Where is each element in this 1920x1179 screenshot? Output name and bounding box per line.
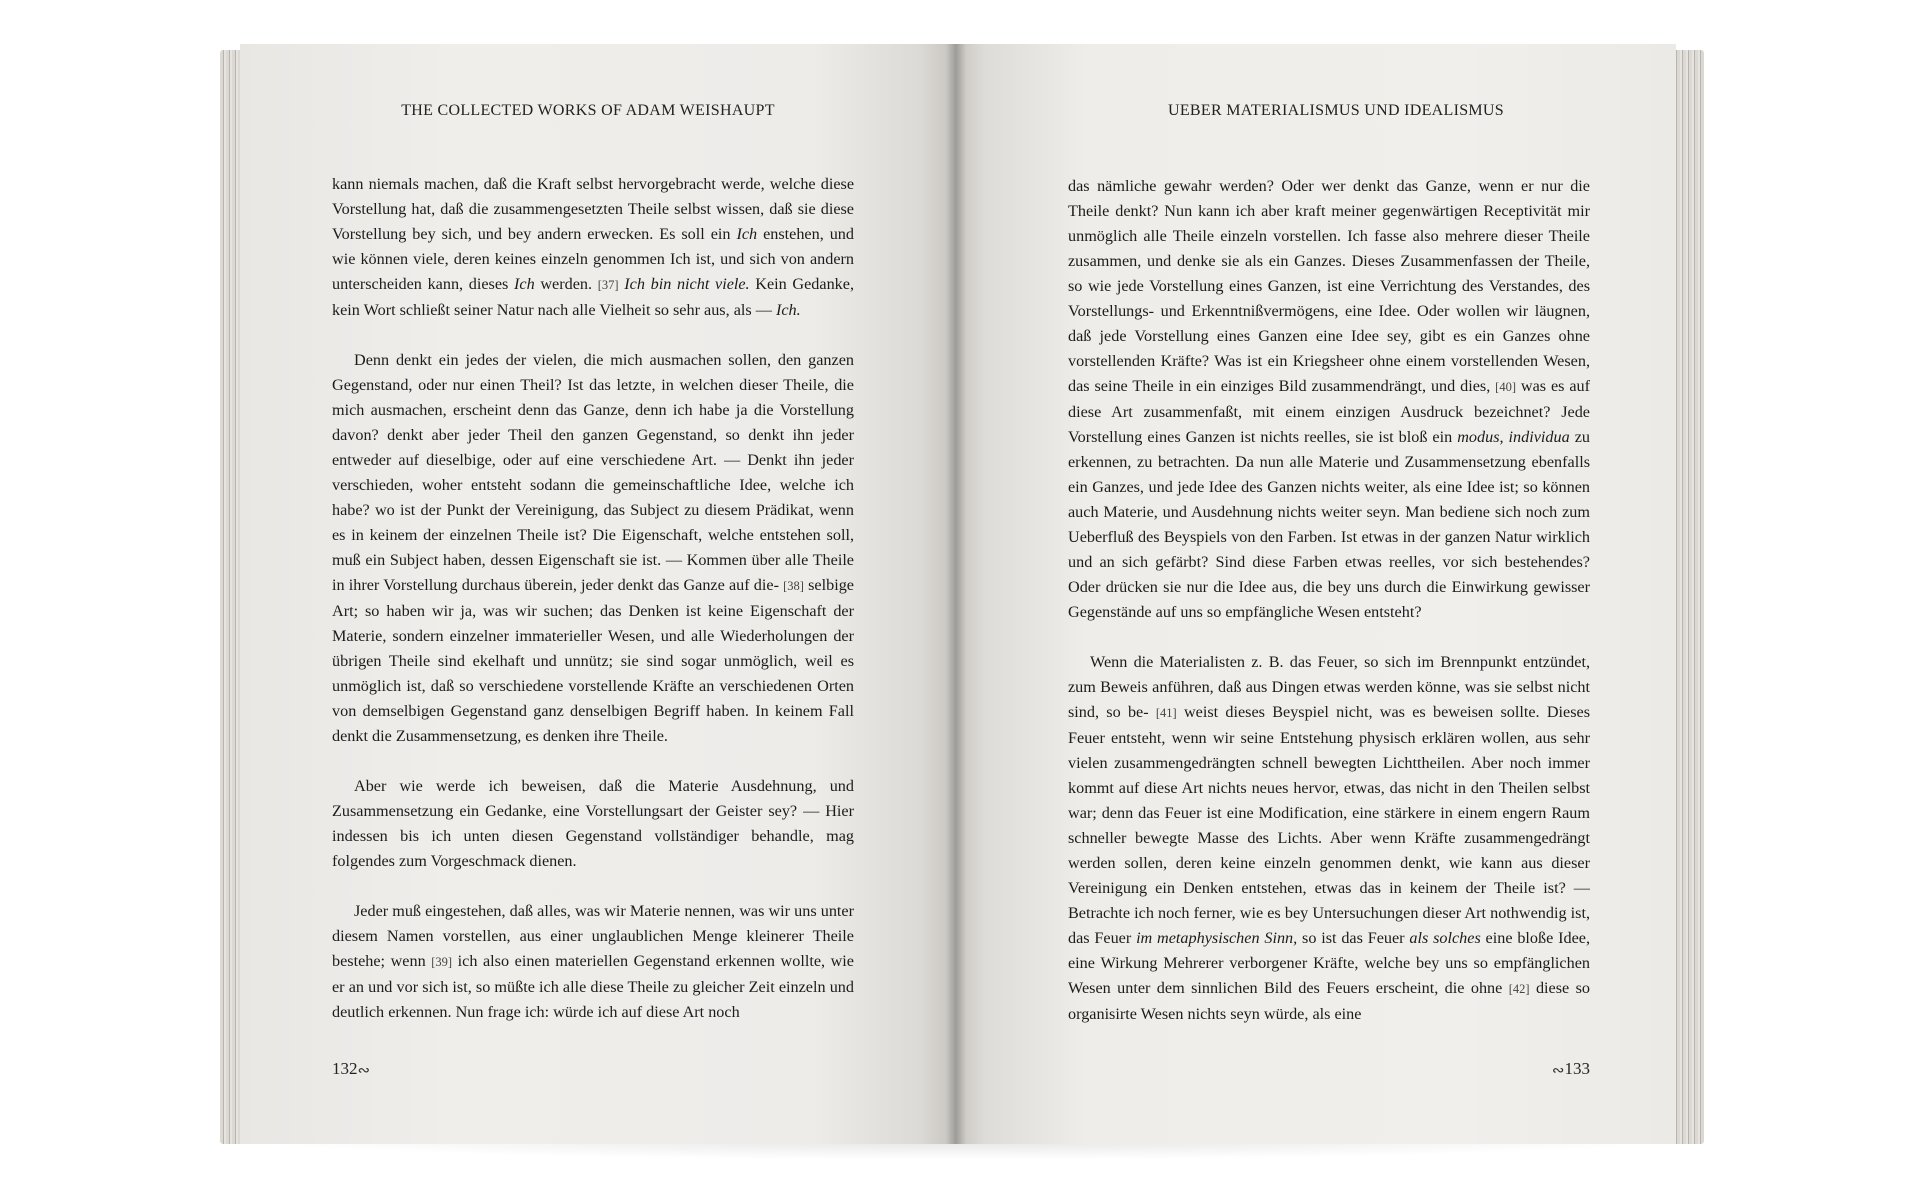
left-page	[240, 44, 956, 1144]
text-run: Wenn die Materialisten z. B. das Feuer, so sich im Brennpunkt entzündet, zum Beweis anführen, daß aus Dingen etwas werden könne, was sie selbst nicht sind, so be-	[1068, 653, 1590, 721]
page-marker: [41]	[1155, 706, 1177, 720]
text-run: zu erkennen, zu betrachten. Da nun alle Materie und Zusammensetzung ebenfalls ein Ganzes, und jede Idee des Ganzen nichts weiter, als eine Idee ist; so können auch Materie, und Ausdehnung nichts weiter seyn. Man bediene sich noch zum Ueberfluß des Beyspiels von den Farben. Ist etwas in der ganzen Natur wirklich und an sich gefärbt? Sind diese Farben etwas reelles, vor sich bestehendes? Oder drücken sie nur die Idee aus, die bey uns durch die Einwirkung gewisser Gegenstände auf uns so empfängliche Wesen entsteht?	[1068, 428, 1590, 621]
paragraph	[332, 348, 854, 749]
paragraph	[332, 899, 854, 1025]
text-run: enstehen, und wie können viele, deren keines einzeln genommen Ich ist, und sich von andern unterscheiden kann, dieses	[332, 225, 854, 293]
page-number: 133	[1564, 1059, 1590, 1078]
text-run: werden.	[534, 275, 598, 293]
paragraph	[332, 774, 854, 874]
text-run: selbige Art; so haben wir ja, was wir suchen; das Denken ist keine Eigenschaft der Materie, sondern einzelner immaterieller Wesen, und alle Wiederholungen der übrigen Theile sind ekelhaft und unnütz; sie sind sogar unmöglich, weil es unmöglich ist, daß so verschiedene vorstellende Kräfte an verschiedenen Orten von demselbigen Gegenstand ganz denselbigen Begriff haben. In keinem Fall denkt die Zusammensetzung, es denken ihre Theile.	[332, 576, 854, 745]
text-run: eine bloße Idee, eine Wirkung Mehrerer verborgener Kräfte, welche bey uns so empfänglichen Wesen unter dem sinnlichen Bild des Feuers erscheint, die ohne	[1068, 929, 1591, 997]
page-marker: [40]	[1495, 380, 1516, 394]
left-folio	[332, 1059, 370, 1080]
emphasis: Ich bin nicht viele.	[624, 275, 750, 293]
paragraph	[1068, 174, 1590, 625]
right-page	[956, 44, 1676, 1144]
right-folio	[1552, 1059, 1590, 1080]
text-run: kann niemals machen, daß die Kraft selbst hervorgebracht werde, welche diese Vorstellung hat, daß die zusammengesetzten Theile selbst wissen, daß sie diese Vorstellung bey sich, und bey andern erwecken. Es soll ein	[332, 175, 854, 243]
emphasis: als solches	[1409, 929, 1481, 947]
text-run: Aber wie werde ich beweisen, daß die Materie Ausdehnung, und Zusammensetzung ein Gedanke, eine Vorstellungsart der Geister sey? — Hier indessen bis ich unten diesen Gegenstand vollständiger behandle, mag folgendes zum Vorgeschmack dienen.	[332, 777, 854, 870]
text-run: Jeder muß eingestehen, daß alles, was wir Materie nennen, was wir uns unter diesem Namen vorstellen, aus einer unglaublichen Menge kleinerer Theile bestehe; wenn	[332, 902, 854, 970]
ornament-icon: ∾	[1551, 1062, 1565, 1079]
text-run: Kein Gedanke, kein Wort schließt seiner Natur nach alle Vielheit so sehr aus, als —	[332, 275, 855, 319]
right-running-head: UEBER MATERIALISMUS UND IDEALISMUS	[1168, 102, 1504, 119]
emphasis: modus, individua	[1457, 428, 1570, 446]
emphasis: Ich	[736, 225, 758, 243]
emphasis: Ich.	[775, 301, 801, 319]
paragraph	[332, 172, 854, 323]
text-run: weist dieses Beyspiel nicht, was es beweisen sollte. Dieses Feuer entsteht, wenn wir seine Entstehung physisch erklären wollen, aus sehr vielen zusammengedrängten schnell bewegten Lichttheilen. Aber noch immer kommt auf diese Art nichts neues hervor, etwas, das nicht in den Theilen selbst war; denn das Feuer ist eine Modification, eine stärkere in einem engern Raum schneller bewegte Masse des Lichts. Aber wenn Kräfte zusammengedrängt werden sollen, deren keine einzeln genommen denkt, wie kann aus dieser Vereinigung ein Denken entstehen, etwas das in keinem der Theile ist? — Betrachte ich noch ferner, wie es bey Untersuchungen dieser Art nothwendig ist, das Feuer	[1068, 703, 1590, 947]
page-marker: [39]	[431, 955, 453, 969]
paragraph	[1068, 650, 1590, 1027]
right-page-edges	[1674, 50, 1704, 1144]
text-run: ich also einen materiellen Gegenstand erkennen wollte, wie er an und vor sich ist, so müßte ich alle diese Theile zu gleicher Zeit einzeln und deutlich erkennen. Nun frage ich: würde ich auf diese Art noch	[332, 952, 854, 1021]
left-text-block	[332, 172, 854, 1050]
text-run: Denn denkt ein jedes der vielen, die mich ausmachen sollen, den ganzen Gegenstand, oder nur einen Theil? Ist das letzte, in welchen dieser Theile, die mich ausmachen, erscheint denn das Ganze, denn ich habe ja die Vorstellung davon? denkt aber jeder Theil den ganzen Gegenstand, so denkt ihn jeder entweder auf dieselbige, oder auf eine verschiedene Art. — Denkt ihn jeder verschieden, woher entsteht sodann die gemeinschaftliche Idee, welche ich habe? wo ist der Punkt der Vereinigung, das Subject zu diesem Prädikat, wenn es in keinem der einzelnen Theile ist? Die Eigenschaft, welche entstehen soll, muß ein Subject haben, dessen Eigenschaft sie ist. — Kommen über alle Theile in ihrer Vorstellung durchaus überein, jeder denkt das Ganze auf die-	[332, 351, 854, 594]
right-text-block	[1068, 174, 1590, 1052]
left-running-head: THE COLLECTED WORKS OF ADAM WEISHAUPT	[401, 102, 775, 119]
page-number: 132	[332, 1059, 358, 1078]
emphasis: Ich	[514, 275, 535, 293]
emphasis: im metaphysischen Sinn,	[1136, 929, 1298, 947]
page-marker: [37]	[597, 278, 619, 292]
text-run: das nämliche gewahr werden? Oder wer denkt das Ganze, wenn er nur die Theile denkt? Nun kann ich aber kraft meiner gegenwärtigen Receptivität mir unmöglich alle Theile einzeln vorstellen. Ich fasse also mehrere dieser Theile zusammen, und denke sie als ein Ganzes. Dieses Zusammenfassen der Theile, so wie jede Vorstellung eines Ganzen, ist eine Verrichtung des Verstandes, des Vorstellungs- und Erkenntnißvermögens, eine Idee. Oder wollen wir läugnen, daß jede Vorstellung eines Ganzen eine Idee sey, gibt es ein Ganzes ohne vorstellenden Kräfte? Was ist ein Kriegsheer ohne einem vorstellenden Wesen, das seine Theile in ein einziges Bild zusammendrängt, und dies,	[1068, 177, 1590, 395]
book-gutter	[946, 44, 966, 1144]
text-run: diese so organisirte Wesen nichts seyn würde, als eine	[1068, 979, 1590, 1023]
text-run: was es auf diese Art zusammenfaßt, mit einem einzigen Ausdruck bezeichnet? Jede Vorstellung eines Ganzen ist nichts reelles, sie ist bloß ein	[1068, 377, 1590, 446]
page-marker: [38]	[783, 579, 804, 593]
text-run: so ist das Feuer	[1297, 929, 1410, 947]
ornament-icon: ∾	[357, 1062, 371, 1079]
page-marker: [42]	[1508, 982, 1530, 996]
